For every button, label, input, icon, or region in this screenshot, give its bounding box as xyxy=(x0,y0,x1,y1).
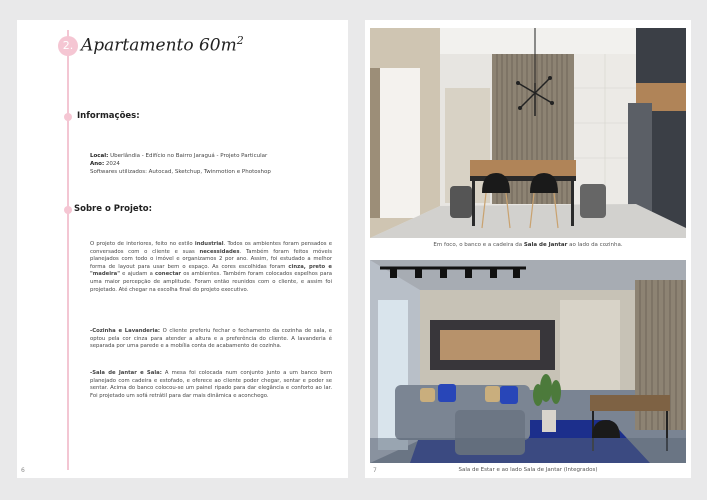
info-local: Local: Uberlândia - Edifício no Bairro Jaraguá - Projeto Particular xyxy=(90,153,268,159)
caption-dining: Em foco, o banco e a cadeira da Sala de Jantar ao lado da cozinha. xyxy=(433,242,623,248)
right-page xyxy=(365,20,691,478)
project-paragraph-2: -Cozinha e Lavanderia: O cliente preferiu fechar o fechamento da cozinha de sala, e optou pela cor cinza para atender a altura e a preferência do cliente. A lavanderia é separada por uma parede e a mobília conta de acabamento de cozinha. xyxy=(90,328,333,350)
info-ano: Ano: 2024 xyxy=(90,161,120,167)
dining-room-render xyxy=(370,28,686,238)
pink-timeline-line xyxy=(67,30,69,470)
living-room-render xyxy=(370,260,686,463)
living-render-svg xyxy=(370,260,686,463)
project-paragraph-1: O projeto de interiores, feito no estilo industrial. Todos os ambientes foram pensados e conversados com o cliente e suas necessidades. Também foram feitos móveis planejados com todo o imóvel e organizamos 2 por ano. Assim, foi estudado a melhor forma de layout para usar bem o espaço. As cores escolhidas foram cinza, preto e "madeira" e ajudam a conectar os ambientes. Também foram colocados espelhos para uma maior percepção de amplitude. Foram então reunidos com o cliente, e assim foi projetado. Até chegar na escolha final do projeto executivo. xyxy=(90,241,333,293)
title-text: Apartamento 60m xyxy=(81,35,237,56)
page-number: 6 xyxy=(21,467,25,474)
project-paragraph-3: -Sala de Jantar e Sala: A mesa foi colocada num conjunto junto a um banco bem planejado com cadeira e estofado, e oferece ao cliente poder chegar, sentar e poder se sentar. Acima do banco colocou-se um painel ripado para dar elegância e conforto ao lar. Foi projetado um sofá retrátil para dar mais dinâmica e aconchego. xyxy=(90,370,332,399)
info-software: Softwares utilizados: Autocad, Sketchup, Twinmotion e Photoshop xyxy=(90,169,271,175)
info-block xyxy=(90,152,335,176)
timeline-dot xyxy=(64,113,72,121)
project-heading: Sobre o Projeto: xyxy=(74,204,153,214)
page-number: 7 xyxy=(373,467,377,474)
info-heading: Informações: xyxy=(77,111,140,121)
section-number-badge: 2. xyxy=(58,36,78,56)
title-superscript: 2 xyxy=(236,34,244,47)
page-title xyxy=(81,34,244,56)
dining-render-svg xyxy=(370,28,686,238)
left-page xyxy=(17,20,348,478)
caption-living: Sala de Estar e ao lado Sala de Jantar (Integrados) xyxy=(458,467,598,473)
timeline-dot xyxy=(64,206,72,214)
